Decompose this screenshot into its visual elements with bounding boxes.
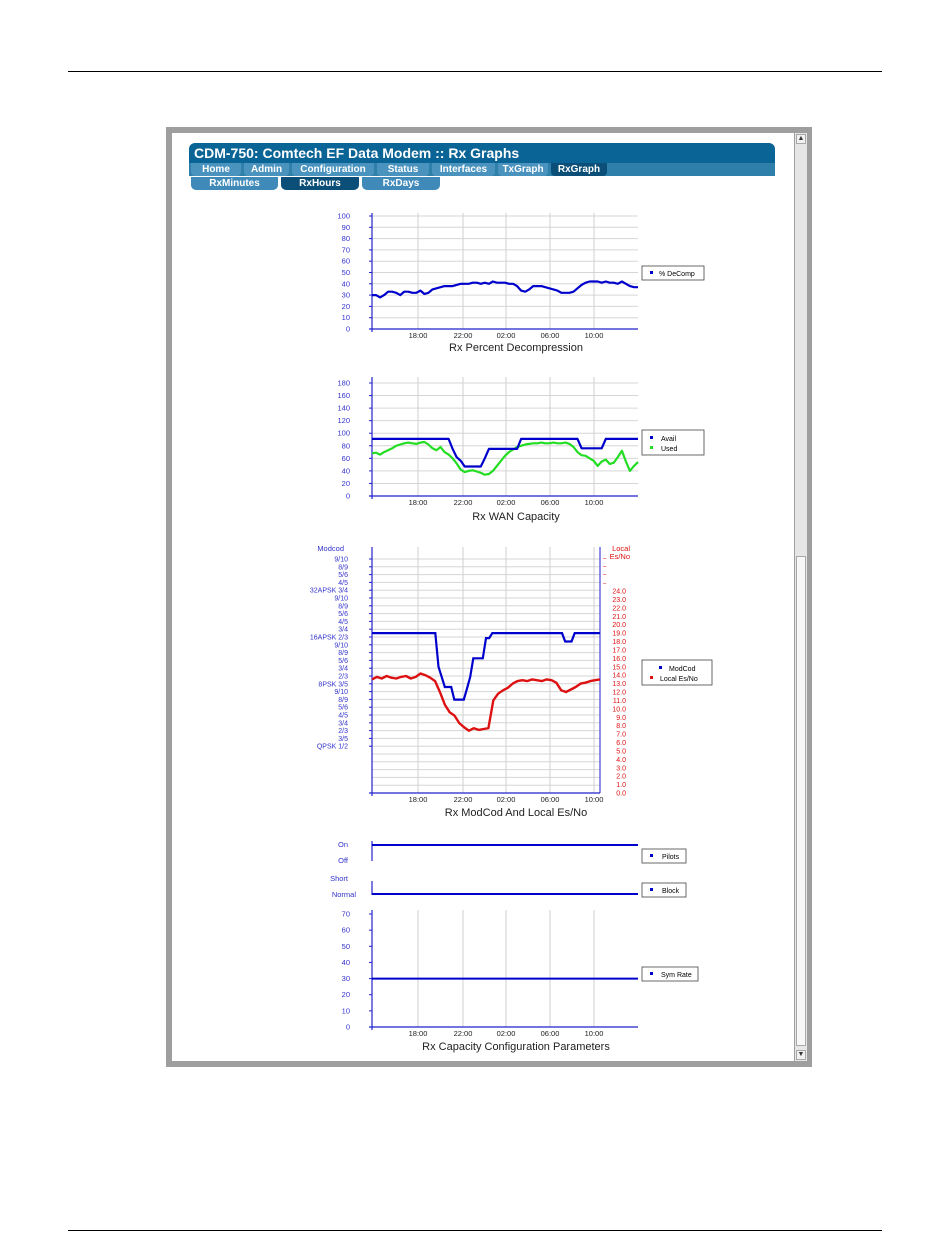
c3-x-tick: 02:00 bbox=[496, 795, 516, 804]
c1-y-tick-label: 100 bbox=[337, 211, 350, 221]
chart-percent-decompression bbox=[337, 212, 704, 355]
modcod-axis-title: Modcod bbox=[317, 544, 344, 553]
c3-esno-tick-label: 23.0 bbox=[612, 596, 626, 604]
legend-symrate-label: Sym Rate bbox=[661, 972, 692, 979]
c3-esno-tick-label: 1.0 bbox=[616, 782, 626, 790]
c3-modcod-tick-label: 8/9 bbox=[338, 603, 348, 611]
c4-pilots-off-label: Off bbox=[338, 856, 348, 865]
c4-y-tick-label: 0 bbox=[345, 1022, 350, 1032]
c3-modcod-tick-label: 2/3 bbox=[338, 673, 348, 681]
c3-esno-tick-label: 9.0 bbox=[616, 714, 626, 722]
legend-pilots-label: Pilots bbox=[662, 854, 680, 861]
legend-used-label: Used bbox=[661, 446, 678, 453]
c2-y-tick-label: 20 bbox=[341, 478, 350, 488]
c3-modcod-tick-label: 9/10 bbox=[334, 595, 348, 603]
c1-y-tick-label: 20 bbox=[341, 301, 350, 311]
c2-x-tick: 22:00 bbox=[453, 498, 473, 507]
c3-modcod-tick-label: 9/10 bbox=[334, 689, 348, 697]
c1-x-tick: 18:00 bbox=[408, 331, 428, 340]
c3-modcod-tick-label: 3/4 bbox=[338, 665, 348, 673]
c4-y-tick-label: 10 bbox=[341, 1006, 350, 1016]
c4-x-tick: 10:00 bbox=[584, 1029, 604, 1038]
esno-axis-title-2: Es/No bbox=[609, 552, 630, 561]
tab-configuration[interactable]: Configuration bbox=[292, 163, 374, 176]
c3-esno-tick-label: 24.0 bbox=[612, 588, 626, 596]
tab-interfaces[interactable]: Interfaces bbox=[432, 163, 495, 176]
c4-y-tick-label: 40 bbox=[341, 957, 350, 967]
c3-esno-tick-label: 21.0 bbox=[612, 613, 626, 621]
c1-y-tick-label: 80 bbox=[341, 234, 350, 244]
c3-x-tick: 06:00 bbox=[540, 795, 560, 804]
c3-modcod-tick-label: 9/10 bbox=[334, 556, 348, 564]
browser-viewport bbox=[172, 133, 794, 1061]
esno-series-line bbox=[372, 674, 600, 731]
c3-modcod-tick-label: 3/4 bbox=[338, 720, 348, 728]
c1-y-tick-label: 10 bbox=[341, 313, 350, 323]
c1-y-tick-label: 60 bbox=[341, 256, 350, 266]
legend-used-swatch bbox=[650, 446, 653, 449]
c3-modcod-tick-label: 32APSK 3/4 bbox=[309, 587, 348, 595]
subtab-rxdays[interactable]: RxDays bbox=[362, 177, 440, 190]
chart-2-title: Rx WAN Capacity bbox=[472, 511, 560, 523]
c3-esno-tick-dash: – bbox=[603, 581, 607, 588]
scroll-down-icon[interactable]: ▼ bbox=[797, 1051, 805, 1058]
c3-esno-tick-label: 14.0 bbox=[612, 672, 626, 680]
esno-axis-title-1: Local bbox=[612, 544, 630, 553]
subtab-rxhours[interactable]: RxHours bbox=[281, 177, 359, 190]
tab-admin[interactable]: Admin bbox=[244, 163, 289, 176]
c4-x-tick: 06:00 bbox=[540, 1029, 560, 1038]
c1-y-tick-label: 0 bbox=[345, 324, 350, 334]
c4-y-tick-label: 70 bbox=[341, 909, 350, 919]
c2-y-tick-label: 140 bbox=[337, 403, 350, 413]
c3-modcod-tick-label: 16APSK 2/3 bbox=[309, 634, 348, 642]
c3-esno-tick-label: 12.0 bbox=[612, 689, 626, 697]
c3-x-tick: 10:00 bbox=[584, 795, 604, 804]
chart-wan-capacity bbox=[337, 377, 704, 523]
c2-y-tick-label: 80 bbox=[341, 441, 350, 451]
c1-x-tick: 10:00 bbox=[584, 331, 604, 340]
c2-y-tick-label: 180 bbox=[337, 378, 350, 388]
page-title: CDM-750: Comtech EF Data Modem :: Rx Graphs bbox=[189, 143, 775, 163]
legend-decomp-label: % DeComp bbox=[659, 271, 695, 278]
legend-modcod-swatch bbox=[659, 666, 662, 669]
tab-home[interactable]: Home bbox=[191, 163, 241, 176]
c3-esno-tick-label: 6.0 bbox=[616, 740, 626, 747]
c3-x-tick: 18:00 bbox=[408, 795, 428, 804]
c3-esno-tick-label: 10.0 bbox=[612, 706, 626, 714]
legend-symrate-swatch bbox=[650, 972, 653, 975]
c4-x-tick: 22:00 bbox=[453, 1029, 473, 1038]
c3-modcod-tick-label: 5/6 bbox=[338, 572, 348, 580]
c4-y-tick-label: 50 bbox=[341, 941, 350, 951]
chart-modcod-esno bbox=[310, 544, 712, 819]
c3-esno-tick-label: 2.0 bbox=[616, 773, 626, 781]
legend-block-swatch bbox=[650, 888, 653, 891]
c4-pilots-on-label: On bbox=[337, 840, 348, 849]
c3-modcod-tick-label: 4/5 bbox=[338, 579, 348, 587]
c3-modcod-tick-label: 9/10 bbox=[334, 642, 348, 650]
c3-modcod-tick-label: 4/5 bbox=[338, 618, 348, 626]
c2-x-tick: 10:00 bbox=[584, 498, 604, 507]
c3-modcod-tick-label: 8/9 bbox=[338, 696, 348, 704]
c3-esno-tick-label: 5.0 bbox=[616, 748, 626, 756]
scroll-up-icon[interactable]: ▲ bbox=[797, 135, 805, 142]
c2-x-tick: 06:00 bbox=[540, 498, 560, 507]
c3-x-tick: 22:00 bbox=[453, 795, 473, 804]
legend-decomp-swatch bbox=[650, 271, 653, 274]
c3-esno-tick-label: 0.0 bbox=[616, 790, 626, 798]
c3-esno-tick-dash: – bbox=[603, 564, 607, 571]
c2-y-tick-label: 100 bbox=[337, 428, 350, 438]
c3-esno-tick-label: 22.0 bbox=[612, 605, 626, 613]
scroll-thumb[interactable] bbox=[796, 556, 806, 1046]
c3-esno-tick-label: 17.0 bbox=[612, 647, 626, 655]
c1-y-tick-label: 40 bbox=[341, 279, 350, 289]
chart-3-title: Rx ModCod And Local Es/No bbox=[444, 807, 588, 819]
chart-4-title: Rx Capacity Configuration Parameters bbox=[422, 1041, 610, 1053]
c3-modcod-tick-label: 2/3 bbox=[338, 728, 348, 736]
tab-status[interactable]: Status bbox=[377, 163, 429, 176]
tab-rxgraph[interactable]: RxGraph bbox=[551, 163, 607, 176]
c4-y-tick-label: 60 bbox=[341, 925, 350, 935]
c2-y-tick-label: 0 bbox=[345, 491, 350, 501]
c4-block-normal-label: Normal bbox=[331, 890, 356, 899]
c3-modcod-tick-label: QPSK 1/2 bbox=[316, 743, 348, 751]
c2-y-tick-label: 160 bbox=[337, 391, 350, 401]
c3-modcod-tick-label: 8/9 bbox=[338, 564, 348, 572]
c1-x-tick: 02:00 bbox=[496, 331, 516, 340]
c3-esno-tick-dash: – bbox=[603, 555, 607, 562]
c2-x-tick: 18:00 bbox=[408, 498, 428, 507]
c2-y-tick-label: 120 bbox=[337, 416, 350, 426]
c4-y-tick-label: 30 bbox=[341, 974, 350, 984]
c3-modcod-tick-label: 4/5 bbox=[338, 712, 348, 720]
c3-esno-tick-label: 16.0 bbox=[612, 655, 626, 663]
c3-esno-tick-label: 20.0 bbox=[612, 622, 626, 630]
c2-x-tick: 02:00 bbox=[496, 498, 516, 507]
c2-y-tick-label: 40 bbox=[341, 466, 350, 476]
c3-esno-tick-label: 15.0 bbox=[612, 664, 626, 672]
c3-modcod-tick-label: 5/6 bbox=[338, 611, 348, 619]
c3-modcod-tick-label: 5/6 bbox=[338, 657, 348, 665]
c3-esno-tick-label: 11.0 bbox=[612, 697, 626, 705]
c1-y-tick-label: 70 bbox=[341, 245, 350, 255]
legend-avail-label: Avail bbox=[661, 436, 677, 443]
legend-modcod-label: ModCod bbox=[669, 666, 696, 673]
c4-y-tick-label: 20 bbox=[341, 990, 350, 1000]
c3-esno-tick-label: 13.0 bbox=[612, 681, 626, 689]
c3-esno-tick-label: 4.0 bbox=[616, 756, 626, 764]
subtab-rxminutes[interactable]: RxMinutes bbox=[191, 177, 278, 190]
legend-avail-swatch bbox=[650, 436, 653, 439]
c1-y-tick-label: 90 bbox=[341, 222, 350, 232]
c3-esno-tick-dash: – bbox=[603, 572, 607, 579]
c3-esno-tick-label: 7.0 bbox=[616, 731, 626, 739]
modcod-series-line bbox=[372, 633, 600, 700]
tab-txgraph[interactable]: TxGraph bbox=[498, 163, 548, 176]
c3-modcod-tick-label: 3/5 bbox=[338, 735, 348, 743]
page-bottom-rule bbox=[68, 1230, 882, 1231]
c3-esno-tick-label: 18.0 bbox=[612, 639, 626, 646]
c1-x-tick: 06:00 bbox=[540, 331, 560, 340]
c3-esno-tick-label: 3.0 bbox=[616, 765, 626, 773]
legend-esno-swatch bbox=[650, 676, 653, 679]
c1-y-tick-label: 30 bbox=[341, 290, 350, 300]
c4-x-tick: 18:00 bbox=[408, 1029, 428, 1038]
chart-capacity-config bbox=[330, 840, 698, 1053]
c3-esno-tick-label: 19.0 bbox=[612, 630, 626, 638]
c2-y-tick-label: 60 bbox=[341, 453, 350, 463]
charts-area bbox=[172, 133, 794, 1061]
c1-y-tick-label: 50 bbox=[341, 268, 350, 277]
legend-block-label: Block bbox=[662, 888, 680, 895]
c3-modcod-tick-label: 8/9 bbox=[338, 650, 348, 658]
c4-block-short-label: Short bbox=[330, 874, 348, 883]
c3-modcod-tick-label: 5/6 bbox=[338, 704, 348, 712]
page-top-rule bbox=[68, 71, 882, 72]
c1-x-tick: 22:00 bbox=[453, 331, 473, 340]
vertical-scrollbar[interactable] bbox=[795, 133, 807, 1061]
c3-modcod-tick-label: 3/4 bbox=[338, 626, 348, 634]
c4-x-tick: 02:00 bbox=[496, 1029, 516, 1038]
legend-pilots-swatch bbox=[650, 854, 653, 857]
c3-esno-tick-label: 8.0 bbox=[616, 723, 626, 731]
legend-esno-label: Local Es/No bbox=[660, 676, 698, 683]
chart-1-title: Rx Percent Decompression bbox=[449, 342, 583, 354]
c3-modcod-tick-label: 8PSK 3/5 bbox=[318, 681, 348, 689]
